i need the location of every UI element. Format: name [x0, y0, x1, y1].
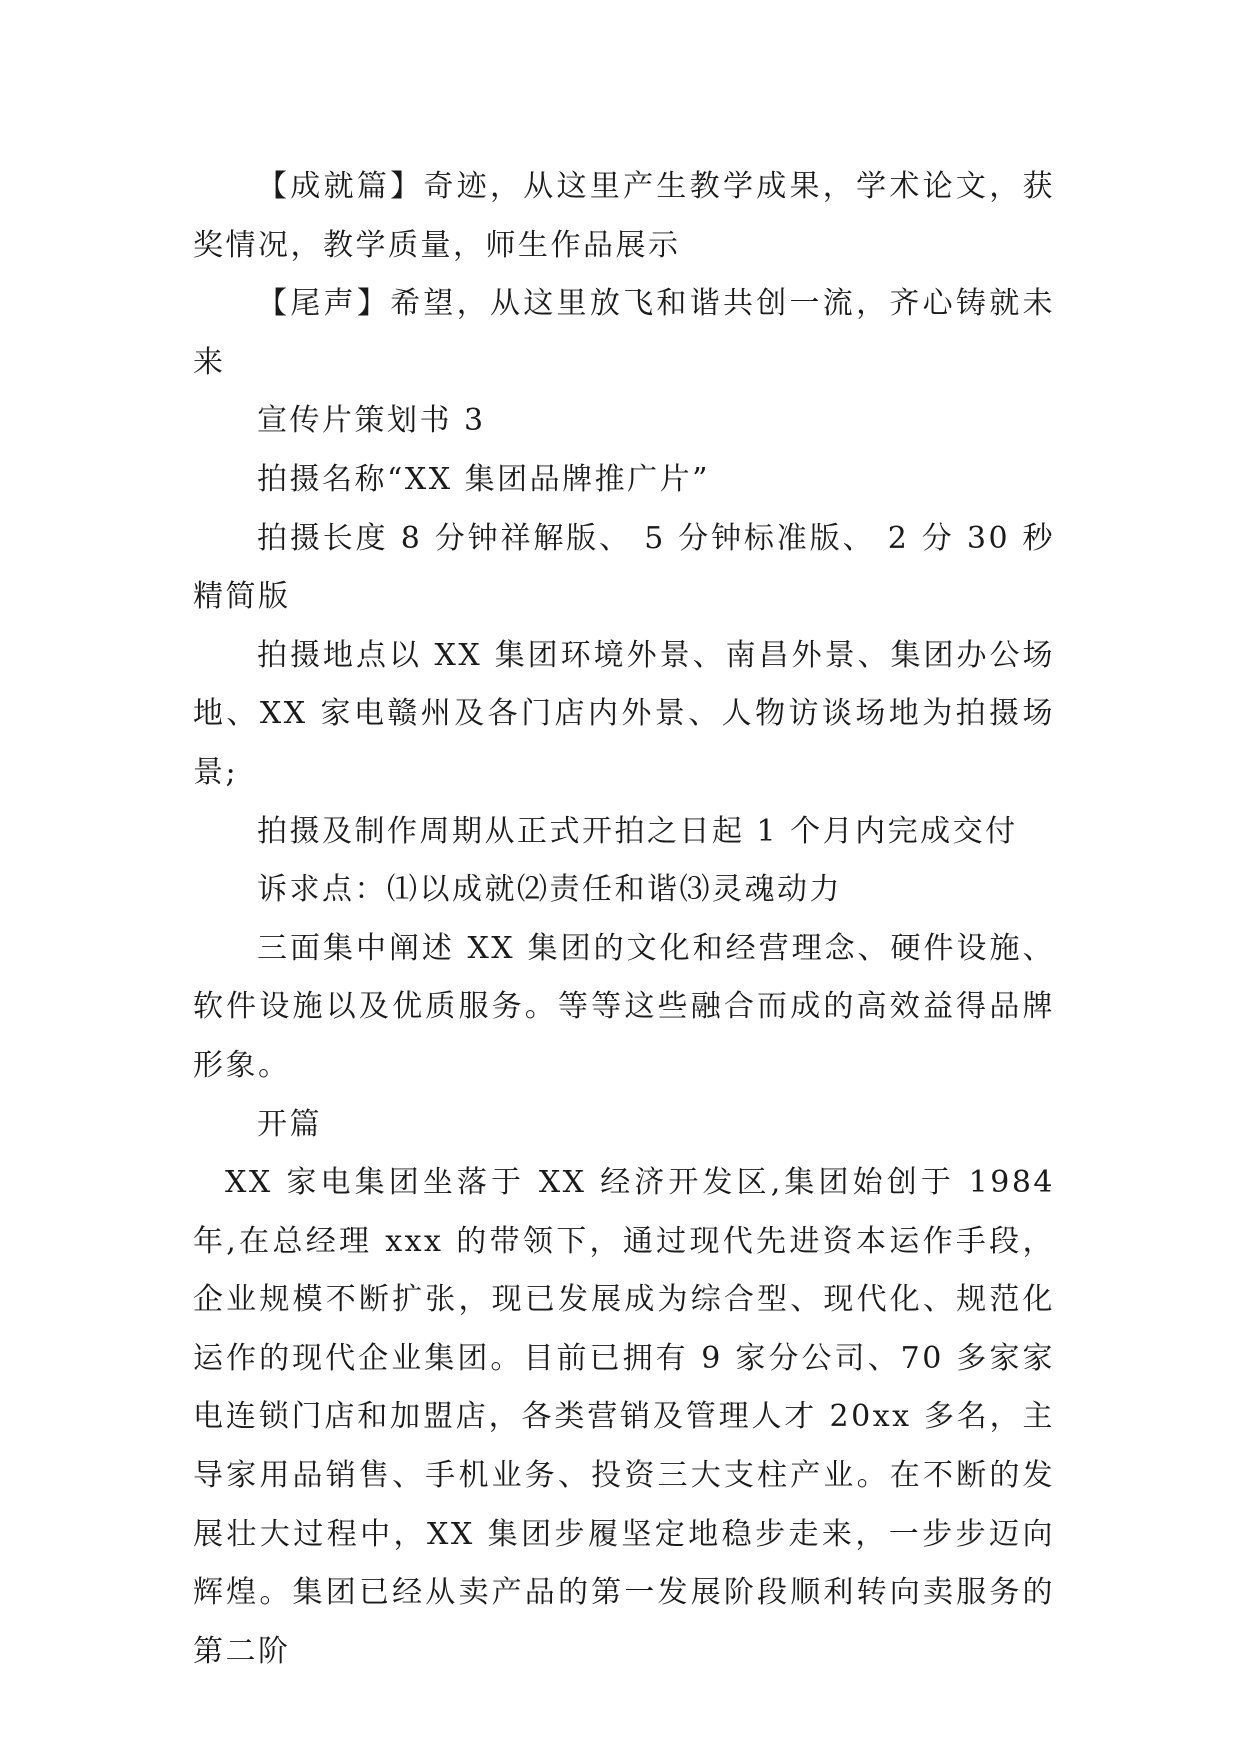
- paragraph-shoot-name: 拍摄名称“XX 集团品牌推广片”: [257, 461, 710, 497]
- paragraph-epilogue: 【尾声】希望，从这里放飞和谐共创一流，齐心铸就未来: [193, 286, 1055, 380]
- paragraph-shoot-length: 拍摄长度 8 分钟祥解版、 5 分钟标准版、 2 分 30 秒精简版: [193, 520, 1055, 615]
- paragraph-production-cycle: 拍摄及制作周期从正式开拍之日起 1 个月内完成交付: [257, 813, 1018, 849]
- paragraph-plan-title: 宣传片策划书 3: [257, 403, 486, 439]
- paragraph-opening-heading: 开篇: [257, 1106, 322, 1142]
- paragraph-shoot-location: 拍摄地点以 XX 集团环境外景、南昌外景、集团办公场地、XX 家电赣州及各门店内外景、人物访谈场地为拍摄场景;: [193, 637, 1055, 790]
- paragraph-appeal-points: 诉求点：⑴以成就⑵责任和谐⑶灵魂动力: [257, 872, 842, 908]
- document-body: [193, 158, 1055, 1681]
- paragraph-company-intro: XX 家电集团坐落于 XX 经济开发区,集团始创于 1984 年,在总经理 xxx 的带领下，通过现代先进资本运作手段，企业规模不断扩张，现已发展成为综合型、现代化、规范化运作的现代企业集团。目前已拥有 9 家分公司、70 多家家电连锁门店和加盟店，各类营销及管理人才 20xx 多名，主导家用品销售、手机业务、投资三大支柱产业。在不断的发展壮大过程中，XX 集团步履坚定地稳步走来，一步步迈向辉煌。集团已经从卖产品的第一发展阶段顺利转向卖服务的第二阶: [193, 1165, 1055, 1669]
- paragraph-achievement-chapter: 【成就篇】奇迹，从这里产生教学成果，学术论文，获奖情况，教学质量，师生作品展示: [193, 169, 1055, 263]
- paragraph-brand-image: 三面集中阐述 XX 集团的文化和经营理念、硬件设施、软件设施以及优质服务。等等这些融合而成的高效益得品牌形象。: [193, 930, 1055, 1083]
